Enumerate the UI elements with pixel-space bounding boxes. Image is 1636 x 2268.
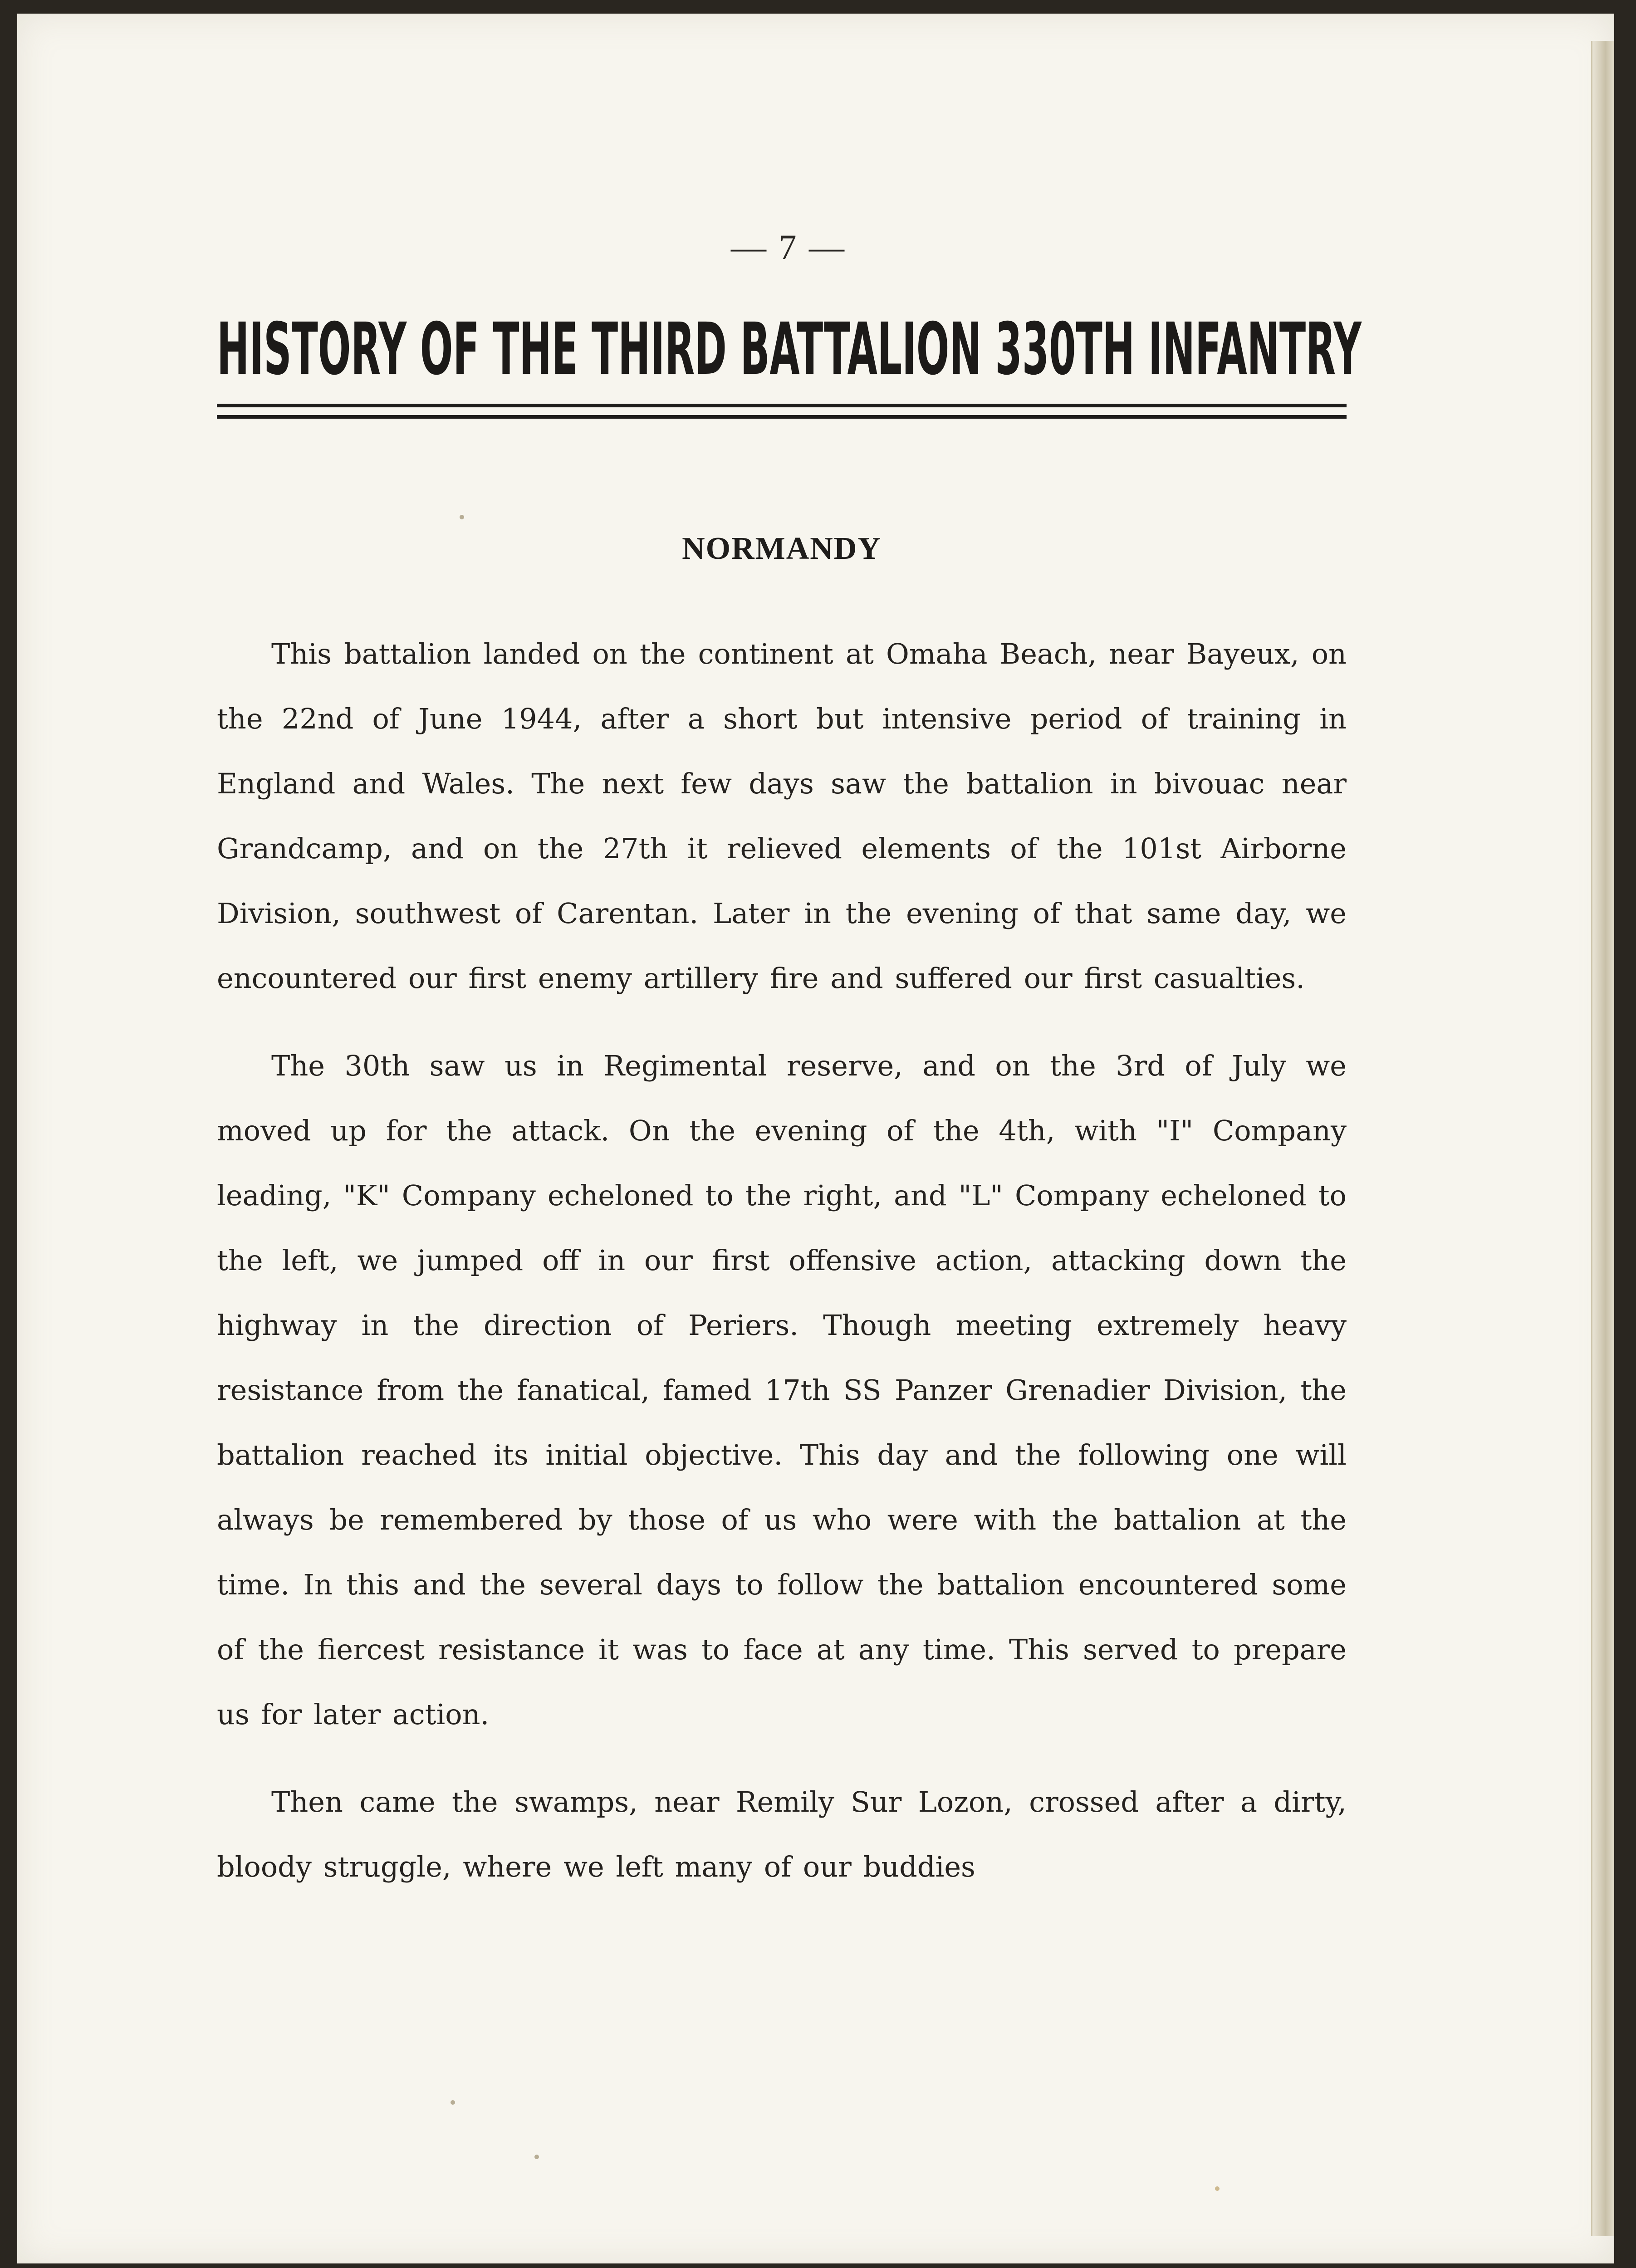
paragraph-1: This battalion landed on the continent at Omaha Beach, near Bayeux, on the 22nd of June 1944, after a short but intensive period of training in England and Wales. The next few days saw the battalion in bivouac near Grandcamp, and on the 27th it relieved elements of the 101st Airborne Division, southwest of Carentan. Later in the evening of that same day, we encountered our first enemy artillery fire and suffered our first casualties.: [217, 637, 1347, 995]
page-edge-shadow: [1591, 41, 1614, 2236]
page-number: — 7 —: [731, 227, 846, 267]
paragraph-3: Then came the swamps, near Remily Sur Lozon, crossed after a dirty, bloody struggle, where we left many of our buddies: [217, 1785, 1347, 1883]
paper-speck: [451, 2100, 455, 2105]
paper-speck: [534, 2155, 539, 2159]
page-title: HISTORY OF THE THIRD BATTALION 330TH INFANTRY: [217, 308, 1362, 391]
title-rule-top: [217, 404, 1347, 407]
section-heading: NORMANDY: [682, 531, 882, 566]
body-text: [217, 621, 1347, 1922]
paragraph-2: The 30th saw us in Regimental reserve, and on the 3rd of July we moved up for the attack. On the evening of the 4th, with "I" Company leading, "K" Company echeloned to the right, and "L" Company echeloned to the left, we jumped off in our first offensive action, attacking down the highway in the direction of Periers. Though meeting extremely heavy resistance from the fanatical, famed 17th SS Panzer Grenadier Division, the battalion reached its initial objective. This day and the following one will always be remembered by those of us who were with the battalion at the time. In this and the several days to follow the battalion encountered some of the fiercest resistance it was to face at any time. This served to prepare us for later action.: [217, 1049, 1347, 1731]
title-rule-bottom: [217, 415, 1347, 419]
paper-speck: [460, 515, 464, 519]
paper-speck: [1215, 2186, 1220, 2191]
document-page: [17, 14, 1614, 2263]
